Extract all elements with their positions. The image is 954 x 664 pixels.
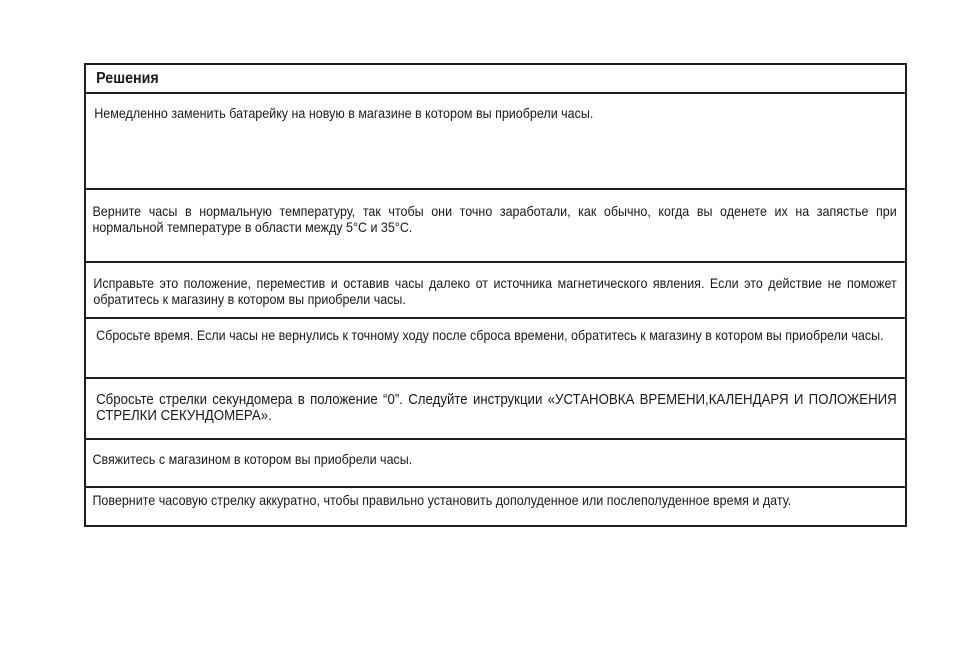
solution-text: Сбросьте стрелки секундомера в положение “0”. Следуйте инструкции «УСТАНОВКА ВРЕМЕНИ,КАЛЕНДАРЯ И ПОЛОЖЕНИЯ СТРЕЛКИ СЕКУНДОМЕРА».: [96, 392, 897, 424]
table-row: [86, 92, 905, 188]
solution-text: Немедленно заменить батарейку на новую в магазине в котором вы приобрели часы.: [94, 106, 594, 121]
table-row: [86, 377, 905, 438]
solution-text: Исправьте это положение, переместив и оставив часы далеко от источника магнетического явления. Если это действие не поможет обратитесь к магазину в котором вы приобрели часы.: [93, 276, 897, 307]
table-row: [86, 317, 905, 377]
table-row: [86, 486, 905, 525]
table-header-label: Решения: [96, 70, 159, 87]
table-row: [86, 261, 905, 317]
table-header: [86, 65, 905, 92]
solution-text: Верните часы в нормальную температуру, так чтобы они точно заработали, как обычно, когда вы оденете их на запястье при нормальной температуре в области между 5°C и 35°C.: [92, 204, 897, 235]
table-row: [86, 188, 905, 261]
solution-text: Поверните часовую стрелку аккуратно, чтобы правильно установить дополуденное или послеполуденное время и дату.: [92, 493, 792, 508]
solutions-table: [84, 63, 907, 527]
solution-text: Свяжитесь с магазином в котором вы приобрели часы.: [92, 452, 413, 467]
table-row: [86, 438, 905, 486]
solution-text: Сбросьте время. Если часы не вернулись к точному ходу после сброса времени, обратитесь к магазину в котором вы приобрели часы.: [96, 328, 884, 343]
